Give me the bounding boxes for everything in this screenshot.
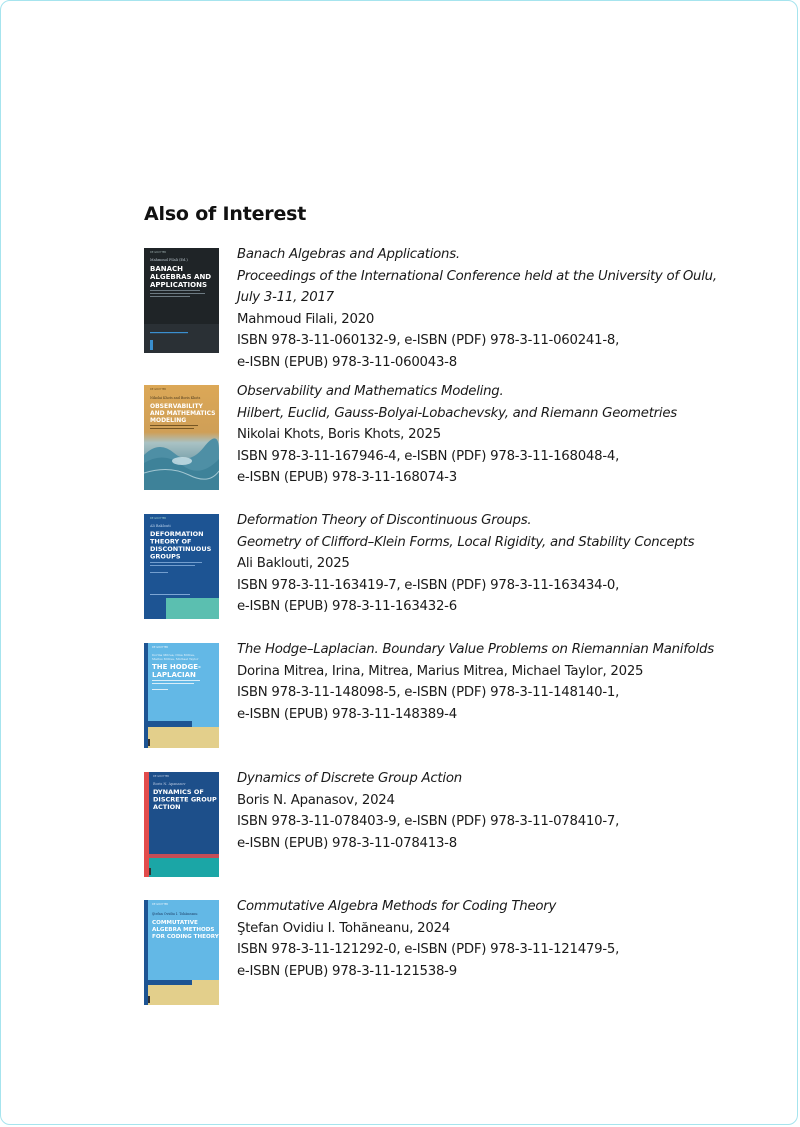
book-eisbn: e-ISBN (EPUB) 978-3-11-148389-4 xyxy=(237,706,457,722)
svg-text:DYNAMICS OF: DYNAMICS OF xyxy=(153,788,204,796)
svg-text:DEFORMATION: DEFORMATION xyxy=(150,530,204,538)
book-title: Deformation Theory of Discontinuous Groups. xyxy=(237,513,532,528)
book-details xyxy=(237,768,717,854)
svg-text:ALGEBRAS AND: ALGEBRAS AND xyxy=(150,273,212,281)
svg-text:OBSERVABILITY: OBSERVABILITY xyxy=(150,403,203,410)
book-authors: Mahmoud Filali, 2020 xyxy=(237,311,375,327)
book-details xyxy=(237,244,717,373)
book-authors: Nikolai Khots, Boris Khots, 2025 xyxy=(237,427,441,442)
book-title: The Hodge–Laplacian. Boundary Value Problems on Riemannian Manifolds xyxy=(237,642,714,657)
svg-text:GROUPS: GROUPS xyxy=(150,552,181,561)
svg-text:ACTION: ACTION xyxy=(153,803,181,811)
svg-text:MODELING: MODELING xyxy=(150,417,187,424)
svg-text:Ştefan Ovidiu I. Tohăneanu: Ştefan Ovidiu I. Tohăneanu xyxy=(152,912,198,916)
svg-text:DE GRUYTER: DE GRUYTER xyxy=(152,903,169,906)
svg-text:DISCONTINUOUS: DISCONTINUOUS xyxy=(150,545,212,553)
svg-text:Dorina Mitrea, Irina Mitrea,: Dorina Mitrea, Irina Mitrea, xyxy=(152,653,195,657)
svg-text:THE HODGE-: THE HODGE- xyxy=(152,663,201,671)
book-details xyxy=(237,381,717,489)
svg-text:APPLICATIONS: APPLICATIONS xyxy=(150,281,207,289)
book-cover xyxy=(144,772,219,877)
book-eisbn: e-ISBN (EPUB) 978-3-11-168074-3 xyxy=(237,470,457,485)
cover-author: Mahmoud Filali (Ed.) xyxy=(150,258,188,262)
book-cover xyxy=(144,643,219,748)
svg-text:DE GRUYTER: DE GRUYTER xyxy=(153,775,170,778)
svg-text:DISCRETE GROUP: DISCRETE GROUP xyxy=(153,795,217,804)
book-title: Dynamics of Discrete Group Action xyxy=(237,771,462,786)
book-isbn: ISBN 978-3-11-121292-0, e-ISBN (PDF) 978-3-11-121479-5, xyxy=(237,942,620,957)
book-isbn: ISBN 978-3-11-060132-9, e-ISBN (PDF) 978-3-11-060241-8, xyxy=(237,333,620,348)
svg-text:DE GRUYTER: DE GRUYTER xyxy=(150,388,167,391)
book-cover xyxy=(144,514,219,619)
svg-text:DE GRUYTER: DE GRUYTER xyxy=(150,251,167,254)
book-eisbn: e-ISBN (EPUB) 978-3-11-121538-9 xyxy=(237,963,457,979)
book-subtitle: Hilbert, Euclid, Gauss-Bolyai-Lobachevsky, and Riemann Geometries xyxy=(237,405,677,421)
svg-text:THEORY OF: THEORY OF xyxy=(150,537,192,546)
svg-text:BANACH: BANACH xyxy=(150,265,184,273)
book-authors: Ştefan Ovidiu I. Tohăneanu, 2024 xyxy=(237,920,450,936)
book-details xyxy=(237,896,717,982)
svg-text:Nikolai Khots and Boris Khots: Nikolai Khots and Boris Khots xyxy=(150,396,201,400)
svg-text:Boris N. Apanasov: Boris N. Apanasov xyxy=(153,782,186,786)
book-details xyxy=(237,510,717,618)
book-eisbn: e-ISBN (EPUB) 978-3-11-060043-8 xyxy=(237,354,457,370)
svg-text:DE GRUYTER: DE GRUYTER xyxy=(150,517,167,520)
book-eisbn: e-ISBN (EPUB) 978-3-11-078413-8 xyxy=(237,835,457,851)
svg-text:LAPLACIAN: LAPLACIAN xyxy=(152,671,196,679)
book-title: Banach Algebras and Applications. xyxy=(237,247,460,262)
book-title: Observability and Mathematics Modeling. xyxy=(237,384,504,399)
book-isbn: ISBN 978-3-11-148098-5, e-ISBN (PDF) 978-3-11-148140-1, xyxy=(237,685,620,700)
book-authors: Dorina Mitrea, Irina, Mitrea, Marius Mitrea, Michael Taylor, 2025 xyxy=(237,663,644,679)
book-cover xyxy=(144,248,219,353)
book-isbn: ISBN 978-3-11-167946-4, e-ISBN (PDF) 978-3-11-168048-4, xyxy=(237,448,620,464)
book-subtitle: Geometry of Clifford–Klein Forms, Local Rigidity, and Stability Concepts xyxy=(237,534,695,550)
section-heading: Also of Interest xyxy=(144,203,307,225)
svg-text:Marius Mitrea, Michael Taylor: Marius Mitrea, Michael Taylor xyxy=(152,657,199,661)
book-subtitle: Proceedings of the International Conference held at the University of Oulu, July 3-11, 2017 xyxy=(237,268,717,305)
book-authors: Boris N. Apanasov, 2024 xyxy=(237,792,395,808)
book-isbn: ISBN 978-3-11-163419-7, e-ISBN (PDF) 978-3-11-163434-0, xyxy=(237,577,620,593)
book-details xyxy=(237,639,717,725)
svg-text:COMMUTATIVE: COMMUTATIVE xyxy=(152,920,198,926)
svg-text:ALGEBRA METHODS: ALGEBRA METHODS xyxy=(152,927,215,933)
book-isbn: ISBN 978-3-11-078403-9, e-ISBN (PDF) 978-3-11-078410-7, xyxy=(237,814,620,829)
book-eisbn: e-ISBN (EPUB) 978-3-11-163432-6 xyxy=(237,599,457,614)
book-cover xyxy=(144,385,219,490)
book-cover xyxy=(144,900,219,1005)
svg-text:AND MATHEMATICS: AND MATHEMATICS xyxy=(150,410,216,417)
book-authors: Ali Baklouti, 2025 xyxy=(237,556,350,571)
svg-text:DE GRUYTER: DE GRUYTER xyxy=(152,646,169,649)
book-title: Commutative Algebra Methods for Coding Theory xyxy=(237,899,557,914)
svg-text:Ali Baklouti: Ali Baklouti xyxy=(150,524,171,528)
svg-text:FOR CODING THEORY: FOR CODING THEORY xyxy=(152,934,219,940)
